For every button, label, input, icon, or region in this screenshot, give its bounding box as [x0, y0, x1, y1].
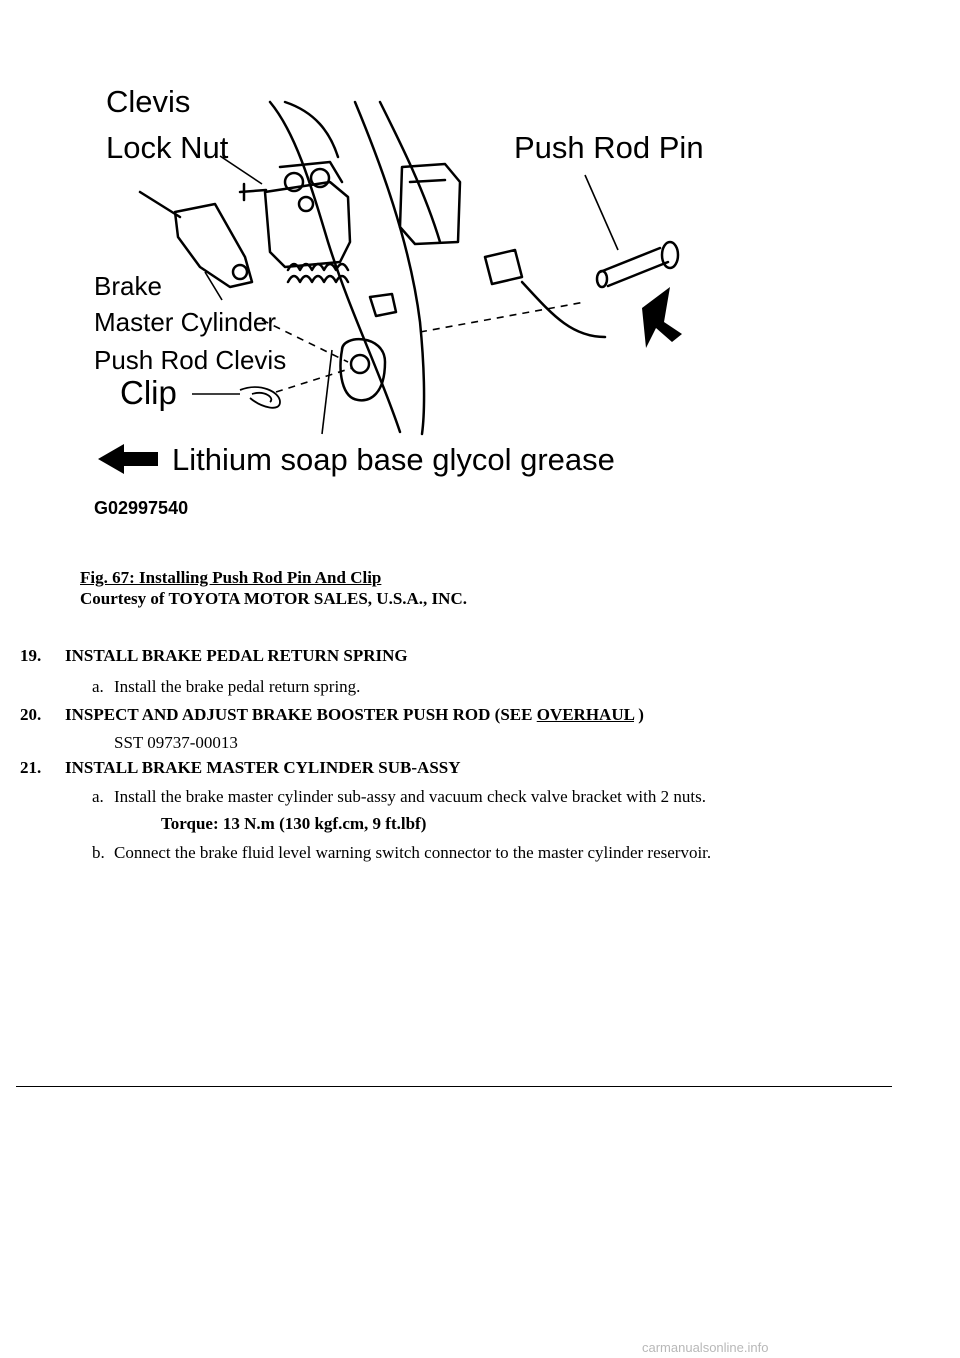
- label-clip: Clip: [120, 374, 177, 411]
- step-title: INSTALL BRAKE PEDAL RETURN SPRING: [65, 646, 408, 665]
- brake-pedal-diagram: [80, 72, 740, 522]
- sub-letter: a.: [92, 787, 104, 806]
- step-20: [20, 705, 644, 725]
- step-title-pre: INSPECT AND ADJUST BRAKE BOOSTER PUSH ROD (SEE: [65, 705, 537, 724]
- label-lock-nut: Lock Nut: [106, 130, 229, 165]
- torque-spec: Torque: 13 N.m (130 kgf.cm, 9 ft.lbf): [161, 814, 427, 833]
- step-21-b: [92, 843, 711, 863]
- label-master-cylinder: Master Cylinder: [94, 307, 277, 337]
- figure-code: G02997540: [94, 498, 189, 518]
- sub-text: Install the brake master cylinder sub-assy and vacuum check valve bracket with 2 nuts.: [114, 787, 706, 806]
- sub-letter: a.: [92, 677, 104, 696]
- step-number: 20.: [20, 705, 42, 724]
- figure-caption: [80, 567, 467, 609]
- sub-text: Connect the brake fluid level warning switch connector to the master cylinder reservoir.: [114, 843, 712, 862]
- step-number: 19.: [20, 646, 42, 665]
- caption-credit: Courtesy of TOYOTA MOTOR SALES, U.S.A., INC.: [80, 589, 467, 608]
- step-19-a: [92, 677, 360, 697]
- caption-title[interactable]: Fig. 67: Installing Push Rod Pin And Clip: [80, 568, 382, 587]
- label-push-rod-clevis: Push Rod Clevis: [94, 345, 287, 375]
- label-push-rod-pin: Push Rod Pin: [514, 130, 704, 165]
- step-title-post: ): [634, 705, 644, 724]
- overhaul-link[interactable]: OVERHAUL: [536, 705, 635, 724]
- step-number: 21.: [20, 758, 42, 777]
- step-title: INSTALL BRAKE MASTER CYLINDER SUB-ASSY: [65, 758, 461, 777]
- label-grease: Lithium soap base glycol grease: [172, 442, 615, 477]
- page-divider: [16, 1086, 892, 1087]
- label-clevis: Clevis: [106, 84, 191, 119]
- step-21: [20, 758, 461, 778]
- sub-letter: b.: [92, 843, 105, 862]
- step-19: [20, 646, 408, 666]
- installation-figure: [80, 72, 740, 522]
- sst-note: SST 09737-00013: [114, 733, 238, 752]
- sub-text: Install the brake pedal return spring.: [114, 677, 361, 696]
- step-21-a: [92, 787, 706, 807]
- watermark: carmanualsonline.info: [642, 1340, 769, 1355]
- label-brake: Brake: [94, 271, 162, 301]
